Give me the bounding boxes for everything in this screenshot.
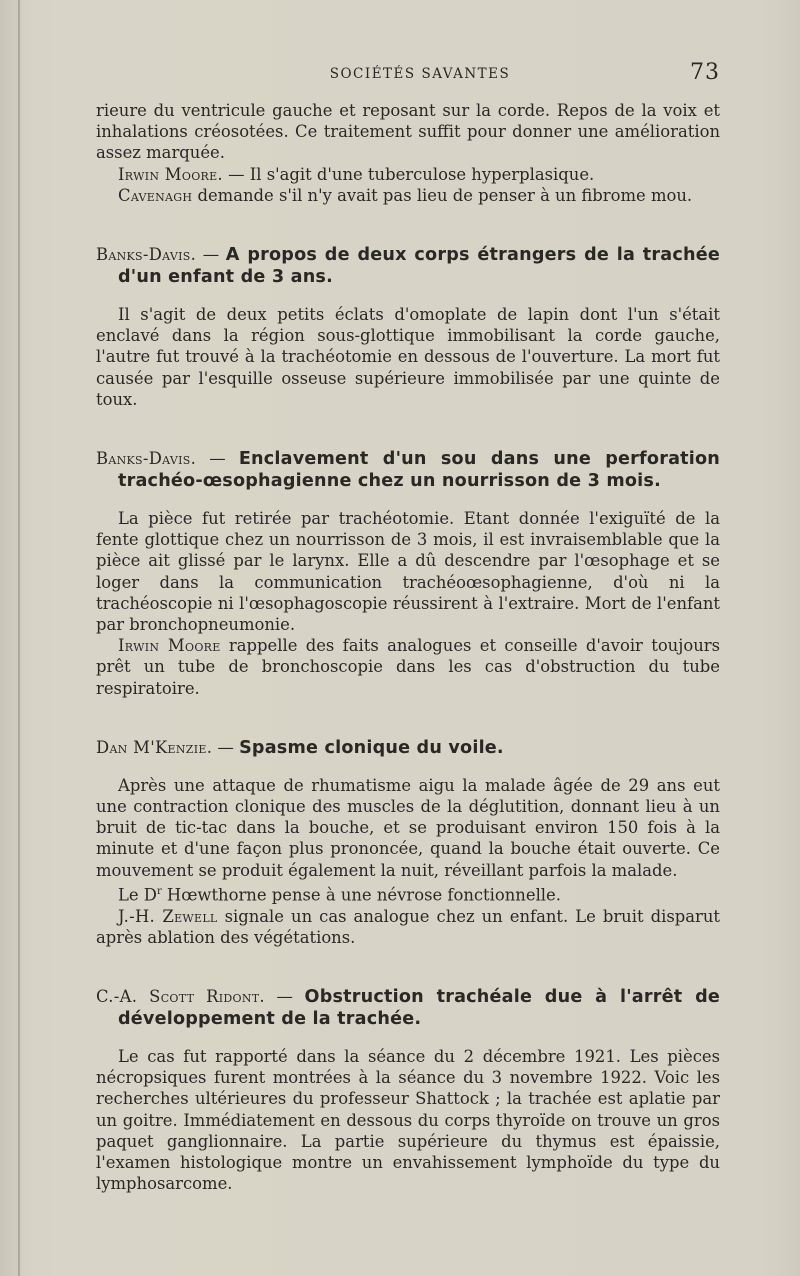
section-author: Dan M'Kenzie. bbox=[96, 737, 213, 757]
section-title: Enclavement d'un sou dans une perforation trachéo-œsophagienne chez un nourrisson de 3 mois. bbox=[118, 449, 721, 492]
intro-remark-cavenagh: Cavenagh demande s'il n'y avait pas lieu de penser à un fibrome mou. bbox=[118, 185, 693, 205]
section-paragraph: Le $D^r$ Hœwthorne pense à une névrose fonctionnelle. bbox=[118, 885, 561, 905]
section-title: A propos de deux corps étrangers de la trachée d'un enfant de 3 ans. bbox=[118, 245, 720, 288]
section-heading: Banks-Davis. — Enclavement d'un sou dans une perforation trachéo-œsophagienne chez un nourrisson de 3 mois. bbox=[96, 449, 721, 492]
author-name: J.-H. Zewell bbox=[118, 906, 218, 926]
section-author: C.-A. Scott Ridont. bbox=[96, 986, 265, 1006]
binding-edge bbox=[18, 0, 20, 1276]
section-paragraph: Le cas fut rapporté dans la séance du 2 décembre 1921. Les pièces nécropsiques furent montrées à la séance du 3 novembre 1922. Voic les recherches ultérieures du professeur Shattock ; la trachée est aplatie par un goitre. Immédiatement en dessous du corps thyroïde on trouve un gros paquet ganglionnaire. La partie supérieure du thymus est épaissie, l'examen histologique montre un envahissement lymphoïde du type du lymphosarcome. bbox=[96, 1046, 720, 1194]
section-title: Spasme clonique du voile. bbox=[239, 737, 504, 758]
author-name: Irwin Moore bbox=[118, 636, 221, 656]
section-author: Banks-Davis. bbox=[96, 449, 197, 469]
author-name: Cavenagh bbox=[118, 185, 193, 205]
section-paragraph: Après une attaque de rhumatisme aigu la malade âgée de 29 ans eut une contraction clonique des muscles de la déglutition, donnant lieu à un bruit de tic-tac dans la bouche, et se produisant environ 150 fois à la minute et d'une façon plus prononcée, quand la bouche était ouverte. Ce mouvement se produit également la nuit, réveillant parfois la malade. bbox=[96, 775, 720, 880]
section-author: Banks-Davis. bbox=[96, 245, 197, 265]
intro-paragraph: rieure du ventricule gauche et reposant sur la corde. Repos de la voix et inhalations créosotées. Ce traitement suffit pour donner une amélioration assez marquée. bbox=[96, 101, 720, 163]
page-number: 73 bbox=[690, 60, 720, 85]
page-header bbox=[0, 60, 800, 94]
section-heading: Banks-Davis. — A propos de deux corps étrangers de la trachée d'un enfant de 3 ans. bbox=[96, 245, 720, 288]
section-paragraph: Irwin Moore rappelle des faits analogues et conseille d'avoir toujours prêt un tube de bronchoscopie dans les cas d'obstruction du tube respiratoire. bbox=[96, 636, 720, 698]
author-name: Irwin Moore. bbox=[118, 164, 223, 184]
section-heading: Dan M'Kenzie. — Spasme clonique du voile. bbox=[96, 737, 504, 758]
section-heading: C.-A. Scott Ridont. — Obstruction trachéale due à l'arrêt de développement de la trachée. bbox=[96, 986, 721, 1029]
page-body bbox=[96, 100, 720, 1194]
running-head: SOCIÉTÉS SAVANTES bbox=[329, 66, 511, 82]
section-paragraph: La pièce fut retirée par trachéotomie. Etant donnée l'exiguïté de la fente glottique chez un nourrisson de 3 mois, il est invraisemblable que la pièce ait glissé par le larynx. Elle a dû descendre par l'œsophage et se loger dans la communication trachéoœsophagienne, d'où ni la trachéoscopie ni l'œsophagoscopie réussirent à l'extraire. Mort de l'enfant par bronchopneumonie. bbox=[96, 509, 720, 635]
section-paragraph: J.-H. Zewell signale un cas analogue chez un enfant. Le bruit disparut après ablation des végétations. bbox=[96, 906, 720, 947]
section-title: Obstruction trachéale due à l'arrêt de développement de la trachée. bbox=[118, 986, 721, 1029]
section-paragraph: Il s'agit de deux petits éclats d'omoplate de lapin dont l'un s'était enclavé dans la région sous-glottique immobilisant la corde gauche, l'autre fut trouvé à la trachéotomie en dessous de l'ouverture. La mort fut causée par l'esquille osseuse supérieure immobilisée par une quinte de toux. bbox=[96, 305, 720, 409]
intro-remark-moore: Irwin Moore. — Il s'agit d'une tuberculose hyperplasique. bbox=[118, 164, 595, 184]
